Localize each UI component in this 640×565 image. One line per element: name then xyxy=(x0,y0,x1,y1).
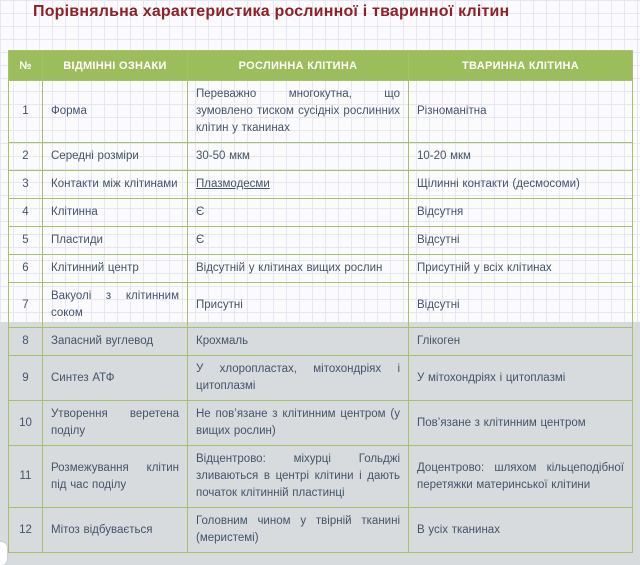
header-plant-cell: РОСЛИННА КЛІТИНА xyxy=(188,51,409,81)
cell-feature: Пластиди xyxy=(43,227,188,255)
cell-animal: Доцентрово: шляхом кільцеподібної перетяжки материнської клітини xyxy=(409,446,633,508)
cell-num: 1 xyxy=(9,81,43,143)
page-edge-chip xyxy=(0,542,7,565)
header-features: ВІДМІННІ ОЗНАКИ xyxy=(43,51,188,81)
cell-plant: У хлоропластах, мітохондріях і цитоплазмі xyxy=(188,356,409,401)
cell-plant: Не пов’язане з клітинним центром (у вищих рослин) xyxy=(188,401,409,446)
cell-num: 8 xyxy=(9,328,43,356)
cell-animal: Пов’язане з клітинним центром xyxy=(409,401,633,446)
cell-num: 10 xyxy=(9,401,43,446)
cell-feature: Клітинний центр xyxy=(43,255,188,283)
cell-animal: Відсутня xyxy=(409,199,633,227)
table-row xyxy=(9,143,633,171)
cell-num: 2 xyxy=(9,143,43,171)
cell-num: 6 xyxy=(9,255,43,283)
cell-animal: Присутній у всіх клітинах xyxy=(409,255,633,283)
cell-plant: Крохмаль xyxy=(188,328,409,356)
cell-feature: Розмежування клітин під час поділу xyxy=(43,446,188,508)
table-row xyxy=(9,255,633,283)
cell-animal: Відсутні xyxy=(409,227,633,255)
cell-animal: В усіх тканинах xyxy=(409,508,633,553)
cell-num: 3 xyxy=(9,171,43,199)
cell-num: 11 xyxy=(9,446,43,508)
table-row xyxy=(9,81,633,143)
table-row xyxy=(9,199,633,227)
table-row xyxy=(9,508,633,553)
cell-feature: Форма xyxy=(43,81,188,143)
table-header-row xyxy=(9,51,633,81)
cell-plant: Переважно многокутна, що зумовлено тиском сусідніх рослинних клітин у тканинах xyxy=(188,81,409,143)
cell-feature: Запасний вуглевод xyxy=(43,328,188,356)
table-row xyxy=(9,328,633,356)
cell-feature: Клітинна xyxy=(43,199,188,227)
cell-animal: 10-20 мкм xyxy=(409,143,633,171)
cell-animal: Щілинні контакти (десмосоми) xyxy=(409,171,633,199)
cell-num: 9 xyxy=(9,356,43,401)
cell-num: 12 xyxy=(9,508,43,553)
table-row xyxy=(9,356,633,401)
table-row xyxy=(9,283,633,328)
table-body xyxy=(9,81,633,553)
cell-animal: Глікоген xyxy=(409,328,633,356)
cell-plant: Головним чином у твірній тканині (меристемі) xyxy=(188,508,409,553)
table-row xyxy=(9,227,633,255)
cell-plant: Відсутній у клітинах вищих рослин xyxy=(188,255,409,283)
cell-feature: Утворення веретена поділу xyxy=(43,401,188,446)
cell-animal: У мітохондріях і цитоплазмі xyxy=(409,356,633,401)
cell-feature: Середні розміри xyxy=(43,143,188,171)
cell-feature: Вакуолі з клітинним соком xyxy=(43,283,188,328)
cell-plant xyxy=(188,171,409,199)
cell-animal: Відсутні xyxy=(409,283,633,328)
cell-num: 5 xyxy=(9,227,43,255)
cell-animal: Різноманітна xyxy=(409,81,633,143)
comparison-table xyxy=(8,50,633,553)
underlined-term: Плазмодесми xyxy=(196,178,270,190)
cell-num: 4 xyxy=(9,199,43,227)
header-animal-cell: ТВАРИННА КЛІТИНА xyxy=(409,51,633,81)
cell-num: 7 xyxy=(9,283,43,328)
cell-feature: Синтез АТФ xyxy=(43,356,188,401)
page-title: Порівняльна характеристика рослинної і тваринної клітин xyxy=(33,3,510,20)
cell-plant: 30-50 мкм xyxy=(188,143,409,171)
cell-feature: Контакти між клітинами xyxy=(43,171,188,199)
table-row xyxy=(9,446,633,508)
cell-plant: Є xyxy=(188,227,409,255)
cell-feature: Мітоз відбувається xyxy=(43,508,188,553)
cell-plant: Відцентрово: міхурці Гольджі зливаються в центрі клітини і дають початок клітинній пластинці xyxy=(188,446,409,508)
table-row xyxy=(9,401,633,446)
cell-plant: Присутні xyxy=(188,283,409,328)
cell-plant: Є xyxy=(188,199,409,227)
table-row xyxy=(9,171,633,199)
header-number: № xyxy=(9,51,43,81)
